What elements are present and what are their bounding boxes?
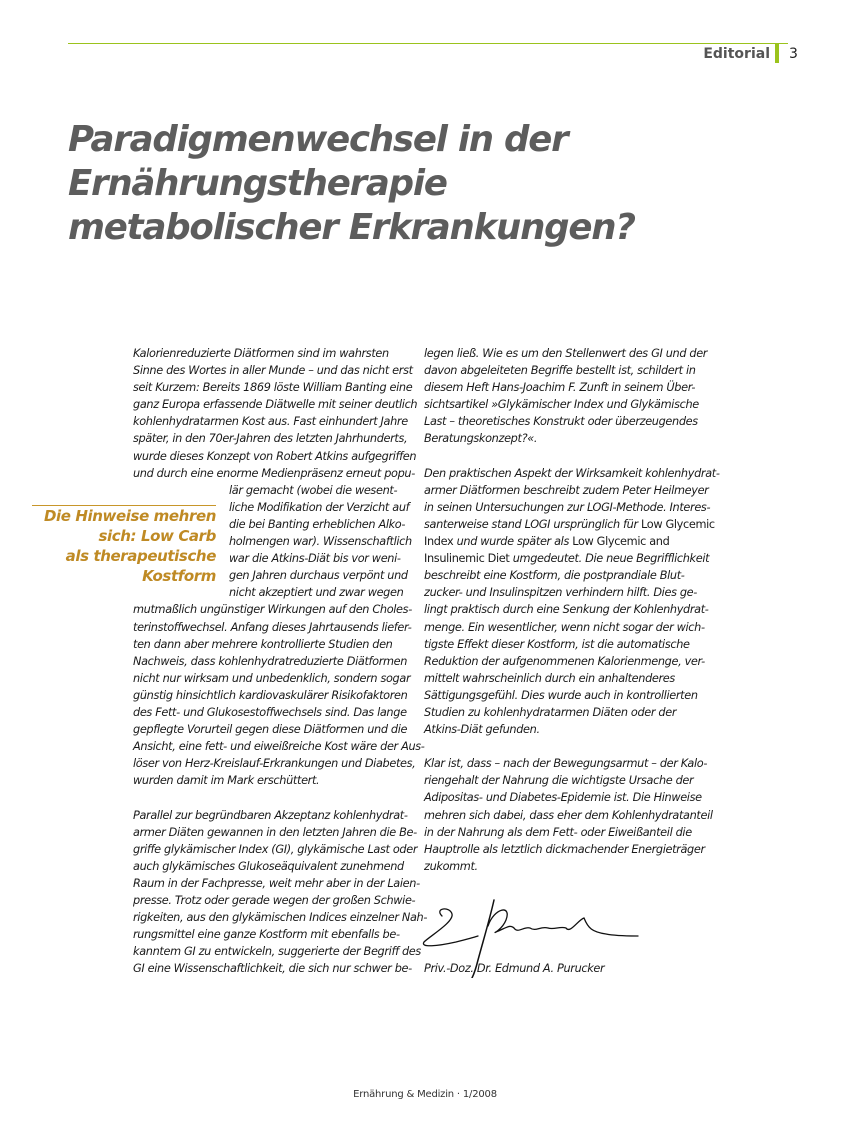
- body-line: armer Diätformen beschreibt zudem Peter Heilmeyer: [424, 483, 709, 497]
- body-line: kohlenhydratarmen Kost aus. Fast einhundert Jahre: [133, 415, 408, 429]
- body-line: diesem Heft Hans-Joachim F. Zunft in seinem Über-: [424, 381, 696, 395]
- body-line: auch glykämisches Glukoseäquivalent zunehmend: [133, 859, 404, 873]
- body-line: menge. Ein wesentlicher, wenn nicht sogar der wich-: [424, 620, 705, 634]
- body-line: griffe glykämischer Index (GI), glykämische Last oder: [133, 842, 418, 856]
- body-line: seit Kurzem: Bereits 1869 löste William Banting eine: [133, 381, 413, 395]
- body-line: santerweise stand LOGI ursprünglich für Low Glycemic: [424, 517, 715, 531]
- body-line: Den praktischen Aspekt der Wirksamkeit kohlenhydrat-: [424, 466, 720, 480]
- body-line: riengehalt der Nahrung die wichtigste Ursache der: [424, 774, 694, 788]
- body-column-right: [424, 345, 720, 875]
- page-number: 3: [789, 46, 798, 62]
- body-line: zucker- und Insulinspitzen verhindern hilft. Dies ge-: [424, 586, 697, 600]
- body-line: Klar ist, dass – nach der Bewegungsarmut – der Kalo-: [424, 757, 708, 771]
- body-line: nicht akzeptiert und zwar wegen: [229, 586, 404, 600]
- body-line: zukommt.: [424, 859, 478, 873]
- body-line: lär gemacht (wobei die wesent-: [229, 483, 398, 497]
- body-line: Adipositas- und Diabetes-Epidemie ist. Die Hinweise: [424, 791, 702, 805]
- body-line: wurde dieses Konzept von Robert Atkins aufgegriffen: [133, 449, 417, 463]
- pullquote-line: Die Hinweise mehren: [44, 507, 216, 525]
- body-line: in der Nahrung als dem Fett- oder Eiweißanteil die: [424, 825, 692, 839]
- body-line: löser von Herz-Kreislauf-Erkrankungen und Diabetes,: [133, 757, 416, 771]
- body-line: war die Atkins-Diät bis vor weni-: [229, 552, 401, 566]
- body-line: Beratungskonzept?«.: [424, 432, 538, 446]
- body-line: mittelt wahrscheinlich durch ein anhaltenderes: [424, 671, 675, 685]
- body-line: kanntem GI zu entwickeln, suggerierte der Begriff des: [133, 945, 421, 959]
- body-line: davon abgeleiteten Begriffe bestellt ist, schildert in: [424, 364, 696, 378]
- pullquote-line: als therapeutische: [65, 547, 216, 565]
- section-marker: [775, 43, 779, 63]
- paragraph-gap: [424, 738, 704, 755]
- body-line: liche Modifikation der Verzicht auf: [229, 500, 410, 514]
- body-line: GI eine Wissenschaftlichkeit, die sich nur schwer be-: [133, 962, 412, 976]
- body-line: mehren sich dabei, dass eher dem Kohlenhydratanteil: [424, 808, 713, 822]
- body-line: des Fett- und Glukosestoffwechsels sind. Das lange: [133, 705, 407, 719]
- body-column-left: [133, 345, 428, 977]
- body-line: später, in den 70er-Jahren des letzten Jahrhunderts,: [133, 432, 408, 446]
- body-line: presse. Trotz oder gerade wegen der großen Schwie-: [133, 894, 416, 907]
- body-line: Kalorienreduzierte Diätformen sind im wahrsten: [133, 347, 389, 360]
- paragraph-gap: [424, 448, 704, 465]
- pullquote-line: Kostform: [142, 567, 216, 585]
- pullquote-line: sich: Low Carb: [98, 527, 216, 545]
- body-line: Parallel zur begründbaren Akzeptanz kohlenhydrat-: [133, 808, 408, 822]
- body-line: gepflegte Vorurteil gegen diese Diätformen und die: [133, 723, 408, 737]
- body-line: Studien zu kohlenhydratarmen Diäten oder der: [424, 705, 677, 719]
- body-line: Reduktion der aufgenommenen Kalorienmenge, ver-: [424, 654, 705, 668]
- body-line: ganz Europa erfassende Diätwelle mit seiner deutlich: [133, 398, 418, 412]
- title-line: Ernährungstherapie: [68, 163, 447, 204]
- body-line: terinstoffwechsel. Anfang dieses Jahrtausends liefer-: [133, 620, 412, 634]
- body-line: beschreibt eine Kostform, die postprandiale Blut-: [424, 569, 685, 583]
- body-line: ten dann aber mehrere kontrollierte Studien den: [133, 637, 393, 651]
- body-line: Sättigungsgefühl. Dies wurde auch in kontrollierten: [424, 688, 698, 702]
- body-line: mutmaßlich ungünstiger Wirkungen auf den Choles-: [133, 603, 412, 617]
- body-line: die bei Banting erheblichen Alko-: [229, 517, 406, 531]
- body-line: gen Jahren durchaus verpönt und: [229, 569, 408, 583]
- body-line: holmengen war). Wissenschaftlich: [229, 535, 412, 549]
- page-title: [68, 118, 788, 250]
- body-line: Insulinemic Diet umgedeutet. Die neue Begrifflichkeit: [424, 552, 710, 566]
- body-line: Raum in der Fachpresse, weit mehr aber in der Laien-: [133, 876, 420, 890]
- signer-name: Priv.-Doz. Dr. Edmund A. Purucker: [424, 962, 605, 975]
- body-line: lingt praktisch durch eine Senkung der Kohlenhydrat-: [424, 603, 709, 617]
- body-line: Atkins-Diät gefunden.: [424, 723, 540, 737]
- body-line: in seinen Untersuchungen zur LOGI-Methode. Interes-: [424, 500, 711, 514]
- body-line: Ansicht, eine fett- und eiweißreiche Kost wäre der Aus-: [133, 740, 425, 754]
- body-line: sichtsartikel »Glykämischer Index und Glykämische: [424, 398, 699, 412]
- body-line: Sinne des Wortes in aller Munde – und das nicht erst: [133, 364, 413, 378]
- body-line: wurden damit im Mark erschüttert.: [133, 774, 320, 788]
- body-line: Last – theoretisches Konstrukt oder überzeugendes: [424, 415, 698, 429]
- body-line: und durch eine enorme Medienpräsenz erneut popu-: [133, 466, 415, 480]
- body-line: Nachweis, dass kohlenhydratreduzierte Diätformen: [133, 654, 408, 668]
- section-label: Editorial: [703, 46, 770, 62]
- header-rule: [68, 43, 788, 44]
- body-line: rungsmittel eine ganze Kostform mit ebenfalls be-: [133, 928, 400, 942]
- title-line: Paradigmenwechsel in der: [68, 119, 568, 160]
- paragraph-gap: [133, 789, 403, 806]
- body-line: nicht nur wirksam und unbedenklich, sondern sogar: [133, 671, 411, 685]
- title-line: metabolischer Erkrankungen?: [68, 207, 635, 248]
- body-line: legen ließ. Wie es um den Stellenwert des GI und der: [424, 347, 708, 360]
- body-line: Index und wurde später als Low Glycemic and: [424, 535, 670, 549]
- body-line: rigkeiten, aus den glykämischen Indices einzelner Nah-: [133, 911, 428, 925]
- body-line: günstig hinsichtlich kardiovaskulärer Risikofaktoren: [133, 688, 408, 702]
- body-line: Hauptrolle als letztlich dickmachender Energieträger: [424, 842, 705, 856]
- body-line: armer Diäten gewannen in den letzten Jahren die Be-: [133, 825, 417, 839]
- page-footer: Ernährung & Medizin · 1/2008: [353, 1089, 497, 1100]
- body-line: tigste Effekt dieser Kostform, ist die automatische: [424, 637, 690, 651]
